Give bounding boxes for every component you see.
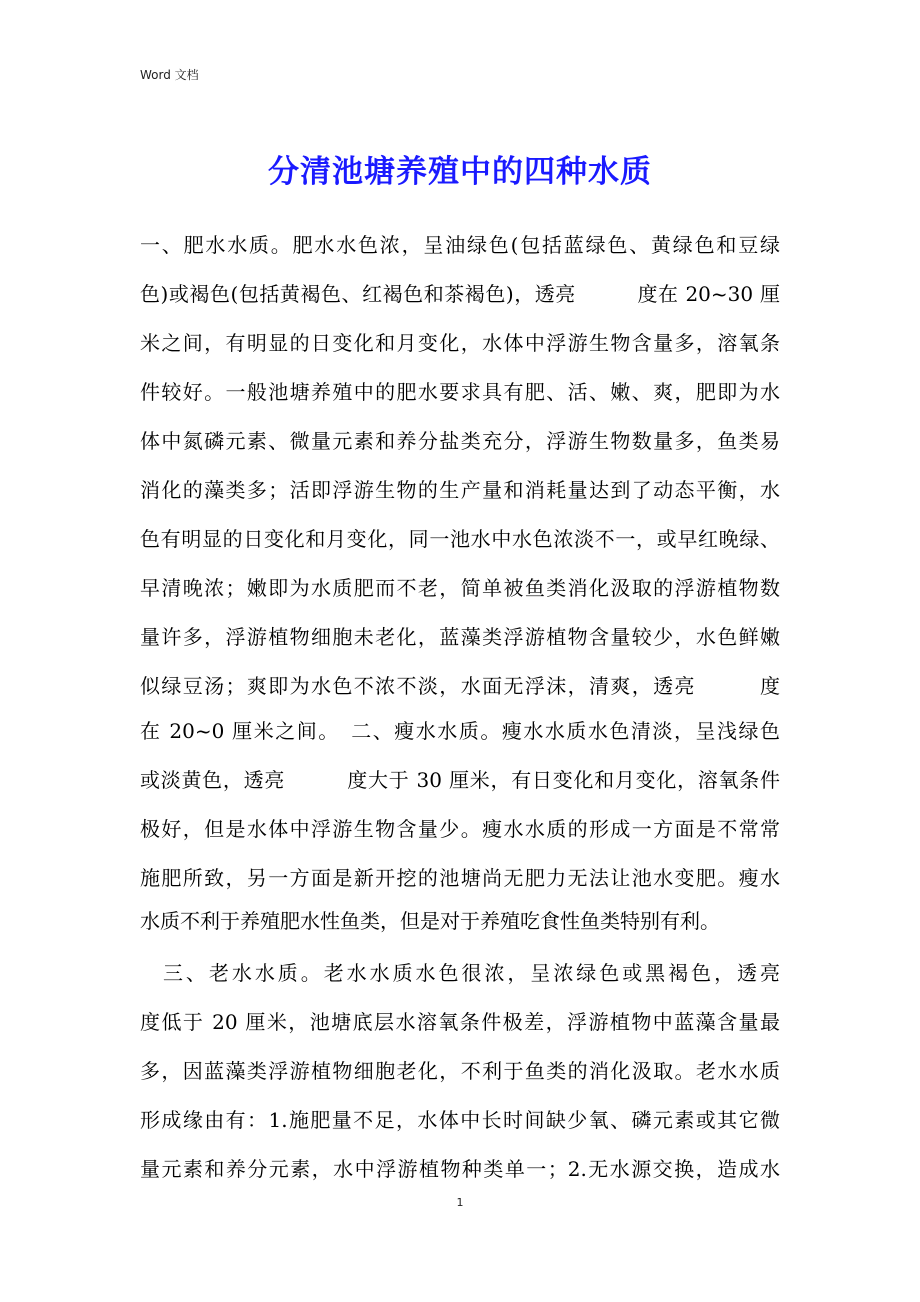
body-line: 色)或褐色(包括黄褐色、红褐色和茶褐色)，透亮 度在 20~30 厘	[140, 282, 780, 306]
body-line: 一、肥水水质。肥水水色浓，呈油绿色(包括蓝绿色、黄绿色和豆绿	[140, 233, 780, 257]
page-number: 1	[456, 1196, 464, 1209]
body-line: 量元素和养分元素，水中浮游植物种类单一；2.无水源交换，造成水	[140, 1157, 780, 1181]
body-line: 施肥所致，另一方面是新开挖的池塘尚无肥力无法让池水变肥。瘦水	[140, 866, 780, 890]
body-line: 米之间，有明显的日变化和月变化，水体中浮游生物含量多，溶氧条	[140, 331, 780, 355]
body-line: 度低于 20 厘米，池塘底层水溶氧条件极差，浮游植物中蓝藻含量最	[140, 1010, 780, 1034]
body-line: 体中氮磷元素、微量元素和养分盐类充分，浮游生物数量多，鱼类易	[140, 429, 780, 453]
body-line: 水质不利于养殖肥水性鱼类，但是对于养殖吃食性鱼类特别有利。	[140, 909, 720, 933]
document-header-label: Word 文档	[140, 68, 199, 82]
body-line: 似绿豆汤；爽即为水色不浓不淡，水面无浮沫，清爽，透亮 度	[140, 674, 780, 698]
body-line: 多，因蓝藻类浮游植物细胞老化，不利于鱼类的消化汲取。老水水质	[140, 1059, 780, 1083]
body-line: 极好，但是水体中浮游生物含量少。瘦水水质的形成一方面是不常常	[140, 817, 780, 841]
body-line: 在 20~0 厘米之间。 二、瘦水水质。瘦水水质水色清淡，呈浅绿色	[140, 719, 780, 743]
body-line: 形成缘由有：1.施肥量不足，水体中长时间缺少氧、磷元素或其它微	[140, 1108, 780, 1132]
body-line: 件较好。一般池塘养殖中的肥水要求具有肥、活、嫩、爽，肥即为水	[140, 380, 780, 404]
body-line: 早清晚浓；嫩即为水质肥而不老，简单被鱼类消化汲取的浮游植物数	[140, 576, 780, 600]
body-line: 量许多，浮游植物细胞未老化，蓝藻类浮游植物含量较少，水色鲜嫩	[140, 625, 780, 649]
document-title: 分清池塘养殖中的四种水质	[268, 154, 652, 190]
body-line: 色有明显的日变化和月变化，同一池水中水色浓淡不一，或早红晚绿、	[140, 527, 780, 551]
body-line: 三、老水水质。老水水质水色很浓，呈浓绿色或黑褐色，透亮	[140, 961, 780, 985]
body-line: 或淡黄色，透亮 度大于 30 厘米，有日变化和月变化，溶氧条件	[140, 768, 780, 792]
body-line: 消化的藻类多；活即浮游生物的生产量和消耗量达到了动态平衡，水	[140, 478, 780, 502]
